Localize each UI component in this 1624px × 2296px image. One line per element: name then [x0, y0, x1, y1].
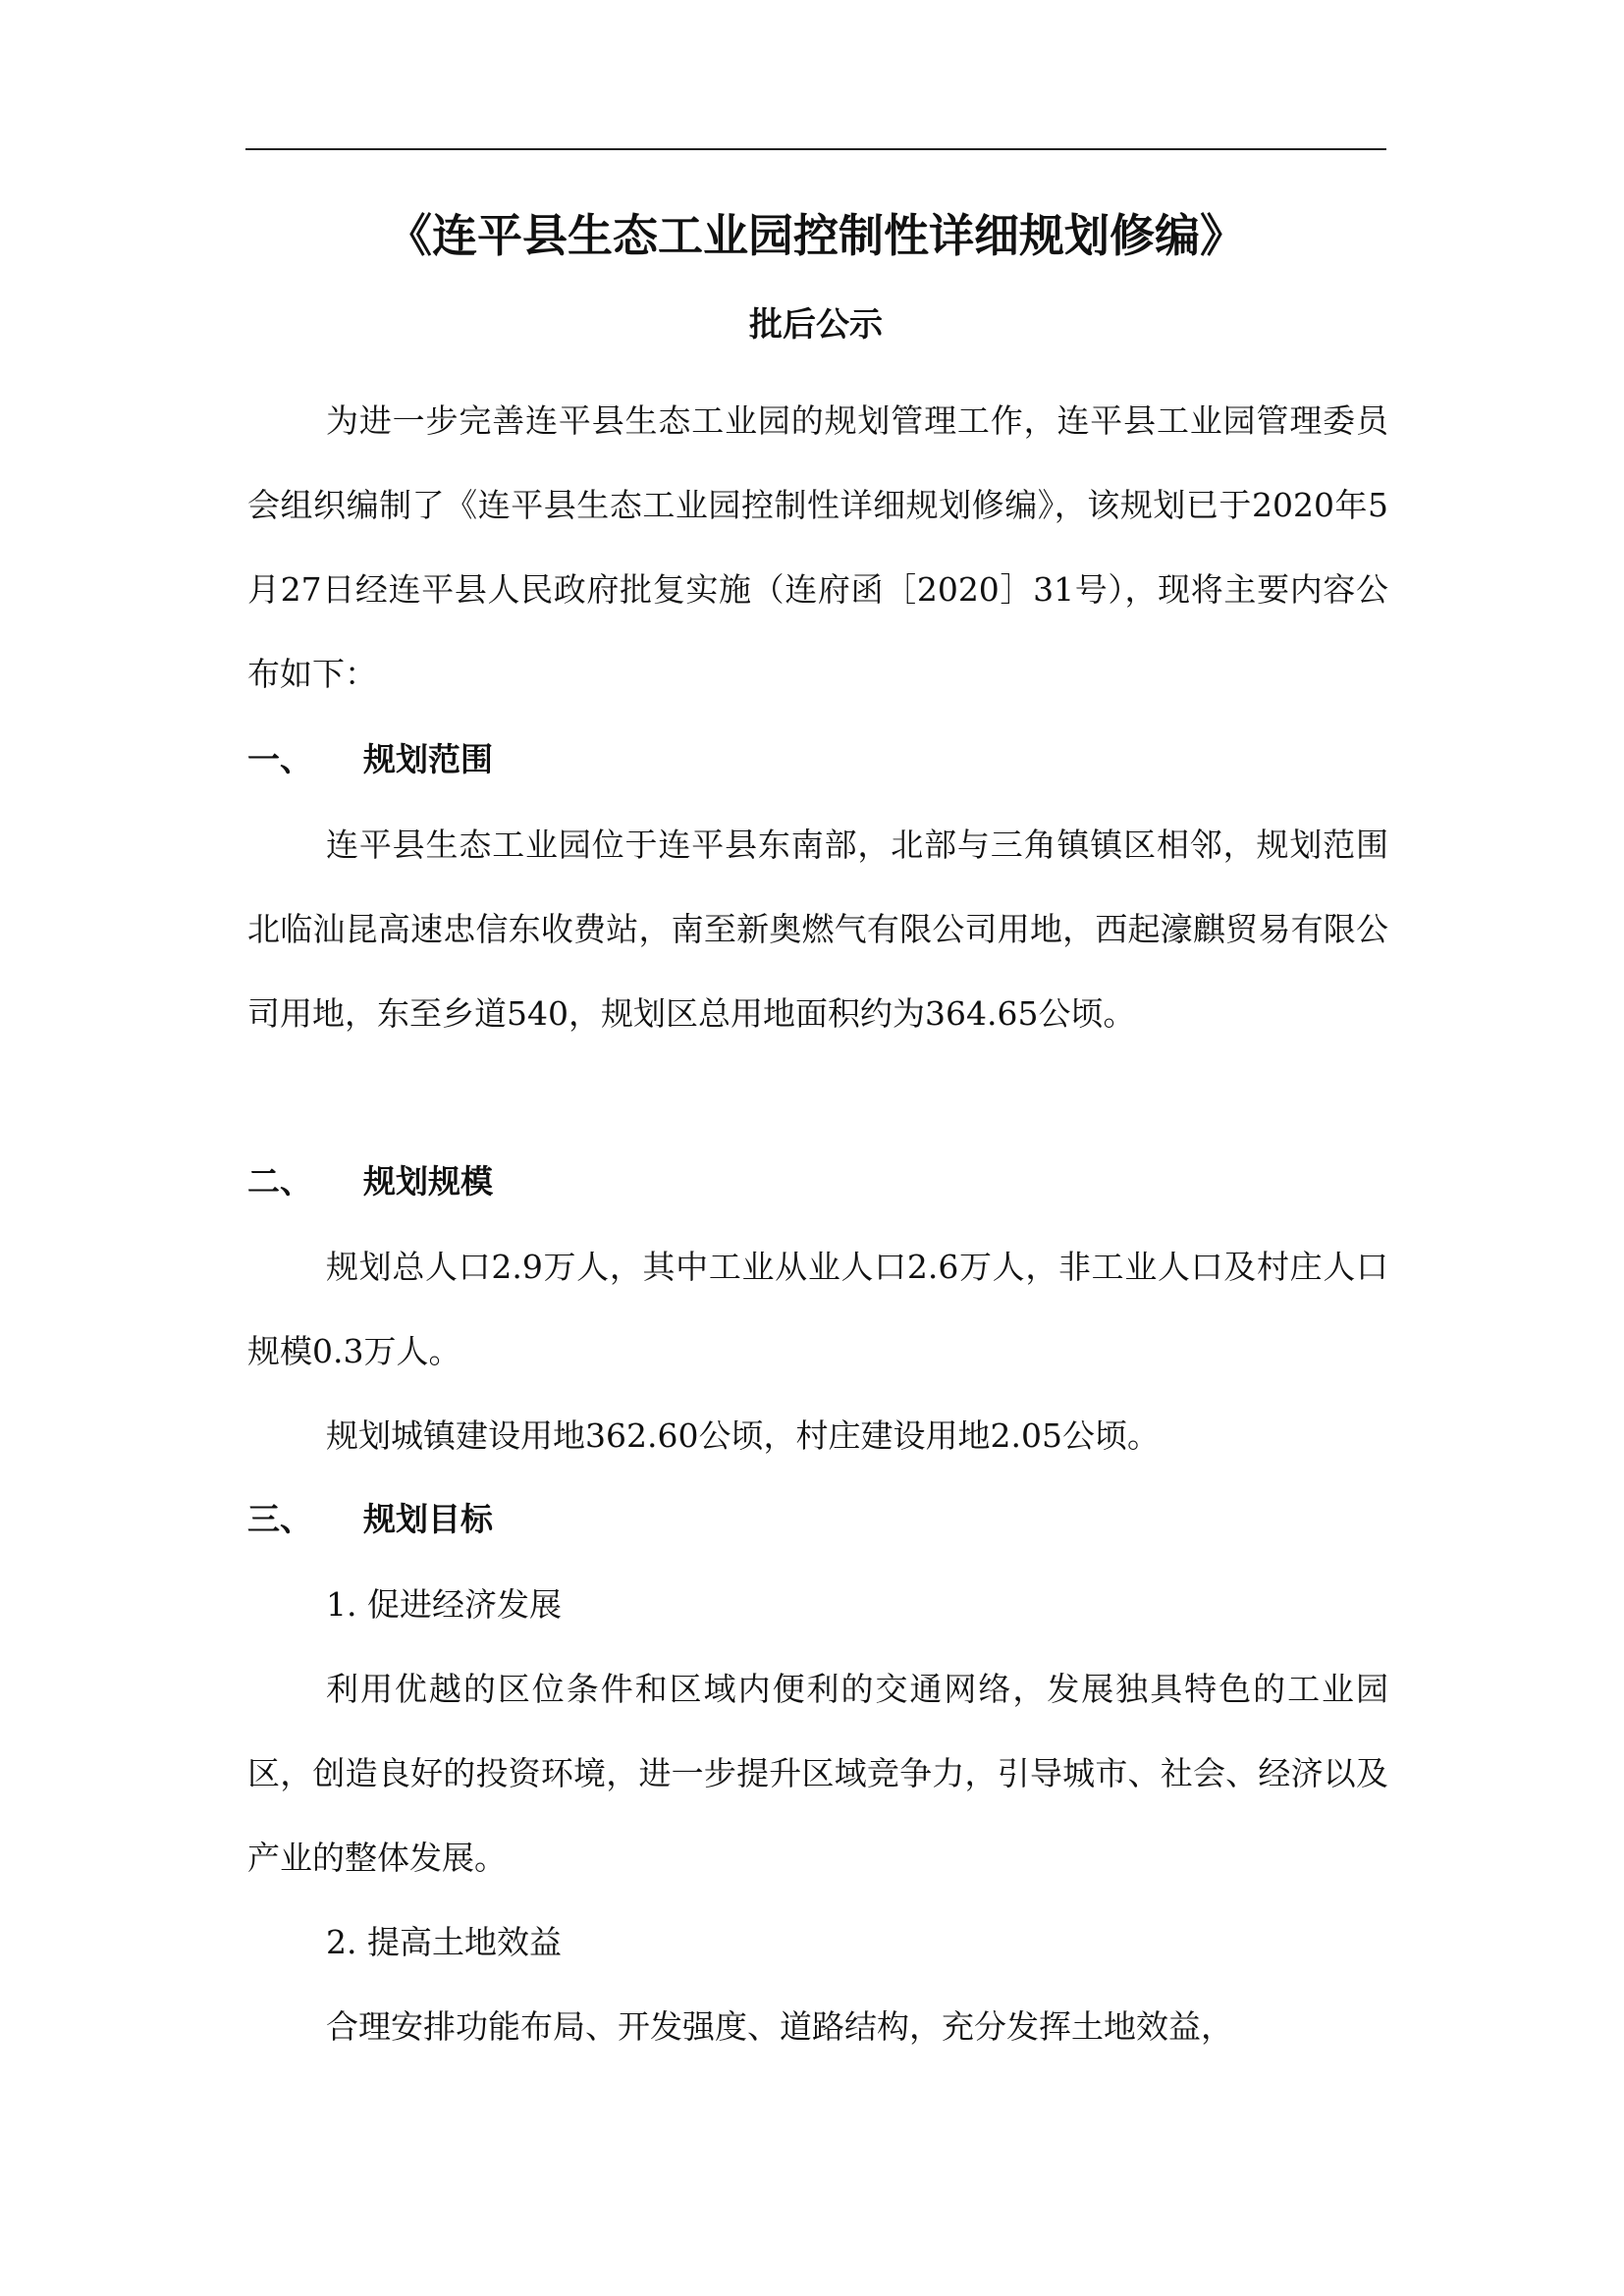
section-1-number: 一、	[247, 740, 312, 778]
section-3-heading	[247, 1492, 493, 1547]
section-3-paragraph-2: 合理安排功能布局、开发强度、道路结构，充分发挥土地效益，	[326, 2007, 1233, 2046]
document-title: 《连平县生态工业园控制性详细规划修编》	[387, 209, 1245, 262]
section-3-number: 三、	[247, 1500, 312, 1538]
section-2-title: 规划规模	[363, 1162, 493, 1201]
section-1-heading	[247, 732, 493, 787]
header-rule	[245, 148, 1386, 150]
section-3-subheading-1: 1. 促进经济发展	[326, 1585, 562, 1624]
section-2-heading	[247, 1154, 493, 1209]
section-2-paragraph-1: 规划总人口2.9万人，其中工业从业人口2.6万人，非工业人口及村庄人口规模0.3万人。	[247, 1248, 1388, 1370]
section-1-paragraph-1: 连平县生态工业园位于连平县东南部，北部与三角镇镇区相邻，规划范围北临汕昆高速忠信东收费站，南至新奥燃气有限公司用地，西起濠麒贸易有限公司用地，东至乡道540，规划区总用地面积约为364.65公顷。	[247, 826, 1388, 1033]
section-3-subheading-2: 2. 提高土地效益	[326, 1923, 562, 1961]
section-3-paragraph-1: 利用优越的区位条件和区域内便利的交通网络，发展独具特色的工业园区，创造良好的投资环境，进一步提升区域竞争力，引导城市、社会、经济以及产业的整体发展。	[247, 1670, 1388, 1877]
intro-paragraph: 为进一步完善连平县生态工业园的规划管理工作，连平县工业园管理委员会组织编制了《连平县生态工业园控制性详细规划修编》，该规划已于2020年5月27日经连平县人民政府批复实施（连府函［2020］31号），现将主要内容公布如下：	[247, 401, 1388, 693]
section-1-title: 规划范围	[363, 740, 493, 778]
section-3-title: 规划目标	[363, 1500, 493, 1538]
document-subtitle: 批后公示	[749, 305, 883, 345]
section-2-number: 二、	[247, 1162, 312, 1201]
section-2-paragraph-2: 规划城镇建设用地362.60公顷，村庄建设用地2.05公顷。	[326, 1416, 1160, 1455]
